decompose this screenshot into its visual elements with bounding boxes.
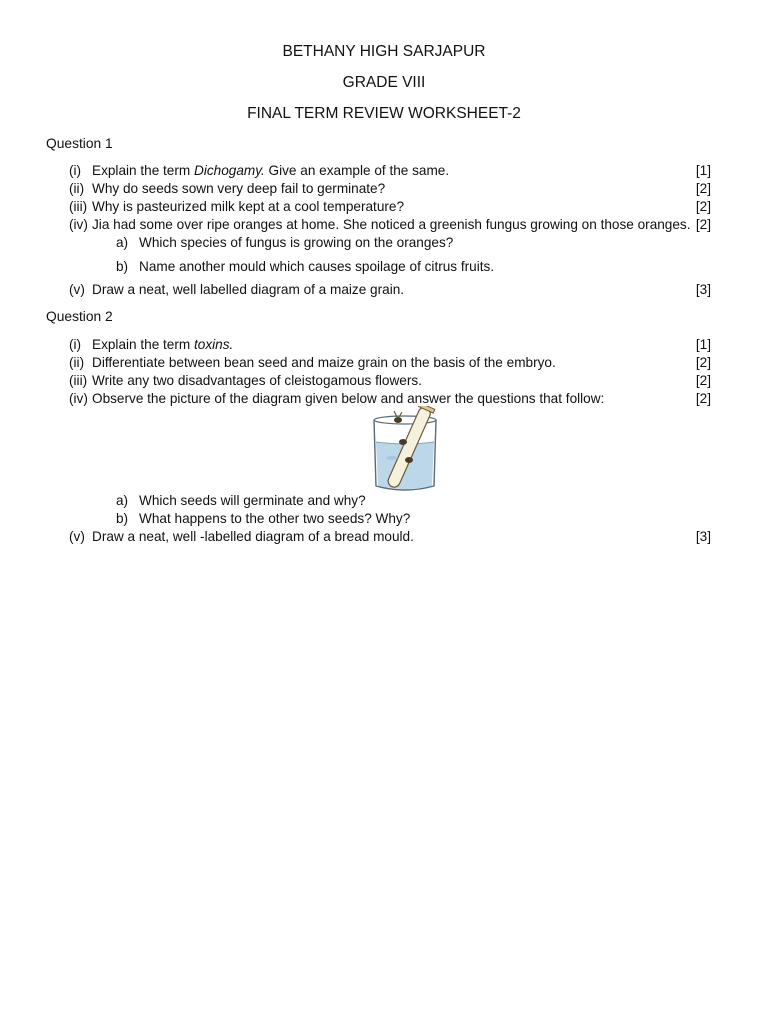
q2-iv-sub-b [116,510,410,528]
sub-label: b) [116,511,129,526]
item-text: Why is pasteurized milk kept at a cool temperature? [92,199,405,214]
item-marks: [2] [695,355,711,370]
seed-germination-diagram [370,406,440,494]
item-number: (iv) [69,217,88,232]
item-text: Explain the term Dichogamy. Give an example of the same. [92,163,450,178]
q1-item-i [69,162,711,180]
item-marks: [2] [695,373,711,388]
question-1-label: Question 1 [46,136,113,151]
seed-bottom [405,457,413,463]
item-marks: [1] [695,163,711,178]
item-text: Explain the term toxins. [92,337,234,352]
sub-text: What happens to the other two seeds? Why? [139,511,411,526]
sub-label: a) [116,235,129,250]
q1-item-iii [69,198,711,216]
q1-item-iv [69,216,711,234]
item-text: Differentiate between bean seed and maize grain on the basis of the embryo. [92,355,556,370]
q2-item-ii [69,354,711,372]
item-number: (iii) [69,373,88,388]
question-2-label: Question 2 [46,309,113,324]
item-number: (ii) [69,181,85,196]
item-number: (v) [69,282,85,297]
water-ripple [386,456,398,460]
item-text: Draw a neat, well labelled diagram of a maize grain. [92,282,405,297]
school-name: BETHANY HIGH SARJAPUR [282,43,486,60]
q1-iv-sub-a [116,234,453,252]
item-marks: [2] [695,391,711,406]
q1-item-v [69,281,711,299]
item-text: Why do seeds sown very deep fail to germinate? [92,181,386,196]
q2-item-v [69,528,711,546]
sub-label: b) [116,259,129,274]
grade-label: GRADE VIII [342,74,426,91]
item-marks: [2] [695,181,711,196]
sub-label: a) [116,493,129,508]
item-text: Write any two disadvantages of cleistogamous flowers. [92,373,422,388]
item-text: Jia had some over ripe oranges at home. She noticed a greenish fungus growing on those oranges. [92,217,691,232]
q2-item-i [69,336,711,354]
q1-iv-sub-b [116,258,494,276]
item-number: (v) [69,529,85,544]
seed-middle [399,439,407,445]
item-number: (ii) [69,355,85,370]
item-number: (i) [69,337,82,352]
sub-text: Which seeds will germinate and why? [139,493,366,508]
item-number: (iii) [69,199,88,214]
item-marks: [2] [695,199,711,214]
item-marks: [2] [695,217,711,232]
item-number: (i) [69,163,82,178]
sub-text: Which species of fungus is growing on the oranges? [139,235,454,250]
item-text: Observe the picture of the diagram given below and answer the questions that follow: [92,391,605,406]
item-marks: [1] [695,337,711,352]
q2-item-iii [69,372,711,390]
q1-item-ii [69,180,711,198]
item-marks: [3] [695,529,711,544]
worksheet-title: FINAL TERM REVIEW WORKSHEET-2 [247,105,521,122]
item-number: (iv) [69,391,88,406]
sub-text: Name another mould which causes spoilage of citrus fruits. [139,259,495,274]
seed-top [394,417,402,423]
item-text: Draw a neat, well -labelled diagram of a bread mould. [92,529,414,544]
q2-iv-sub-a [116,492,366,510]
item-marks: [3] [695,282,711,297]
